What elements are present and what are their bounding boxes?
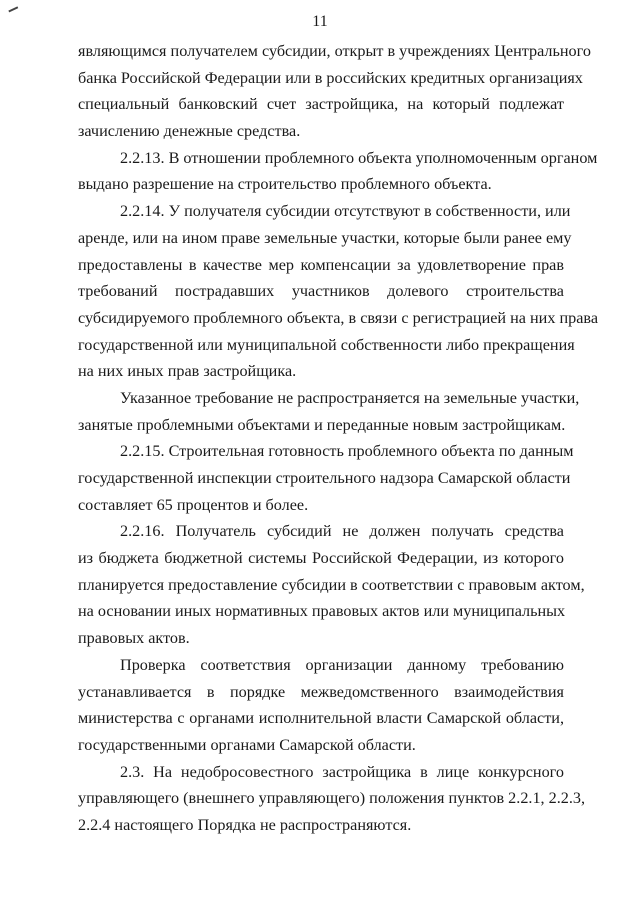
text-line: выдано разрешение на строительство проблемного объекта. bbox=[78, 175, 492, 194]
text-line: зачислению денежные средства. bbox=[78, 122, 301, 141]
text-line: занятые проблемными объектами и переданные новым застройщикам. bbox=[78, 415, 566, 434]
paragraph-continuation bbox=[78, 38, 591, 145]
text-line: 2.2.13. В отношении проблемного объекта уполномоченным органом bbox=[120, 148, 598, 167]
text-line: банка Российской Федерации или в российских кредитных организациях bbox=[78, 68, 583, 87]
text-line: 2.3. На недобросовестного застройщика в лице конкурсного bbox=[120, 762, 564, 781]
paragraph-2-2-16 bbox=[78, 518, 585, 651]
text-line: субсидируемого проблемного объекта, в связи с регистрацией на них права bbox=[78, 308, 599, 327]
text-line: планируется предоставление субсидии в соответствии с правовым актом, bbox=[78, 575, 585, 594]
paragraph-2-2-14 bbox=[78, 198, 599, 385]
text-line: Указанное требование не распространяется на земельные участки, bbox=[120, 388, 580, 407]
text-line: управляющего (внешнего управляющего) положения пунктов 2.2.1, 2.2.3, bbox=[78, 789, 586, 808]
text-line: 2.2.15. Строительная готовность проблемного объекта по данным bbox=[120, 442, 574, 461]
text-line: специальный банковский счет застройщика, на который подлежат bbox=[78, 95, 564, 114]
paragraph-verification bbox=[78, 652, 564, 759]
text-line: государственными органами Самарской области. bbox=[78, 735, 416, 754]
text-line: правовых актов. bbox=[78, 629, 190, 648]
text-line: Проверка соответствия организации данному требованию bbox=[120, 655, 564, 674]
paragraph-note bbox=[78, 385, 580, 438]
text-line: государственной или муниципальной собственности либо прекращения bbox=[78, 335, 575, 354]
text-line: министерства с органами исполнительной власти Самарской области, bbox=[78, 709, 564, 728]
text-line: предоставлены в качестве мер компенсации за удовлетворение прав bbox=[78, 255, 564, 274]
document-body bbox=[78, 38, 599, 839]
text-line: требований пострадавших участников долевого строительства bbox=[78, 282, 564, 301]
text-line: 2.2.14. У получателя субсидии отсутствуют в собственности, или bbox=[120, 202, 571, 221]
text-line: устанавливается в порядке межведомственного взаимодействия bbox=[78, 682, 564, 701]
paragraph-2-2-13 bbox=[78, 145, 598, 198]
text-line: на них иных прав застройщика. bbox=[78, 362, 297, 381]
text-line: на основании иных нормативных правовых актов или муниципальных bbox=[78, 602, 566, 621]
page-number: 11 bbox=[312, 13, 328, 30]
text-line: составляет 65 процентов и более. bbox=[78, 495, 309, 514]
text-line: 2.2.16. Получатель субсидий не должен получать средства bbox=[120, 522, 564, 541]
text-line: из бюджета бюджетной системы Российской Федерации, из которого bbox=[78, 549, 564, 568]
paragraph-2-3 bbox=[78, 759, 586, 839]
text-line: аренде, или на ином праве земельные участки, которые были ранее ему bbox=[78, 228, 572, 247]
text-line: являющимся получателем субсидии, открыт в учреждениях Центрального bbox=[78, 42, 591, 60]
text-line: государственной инспекции строительного надзора Самарской области bbox=[78, 469, 571, 487]
text-line: 2.2.4 настоящего Порядка не распространяются. bbox=[78, 815, 412, 834]
paragraph-2-2-15 bbox=[78, 438, 574, 518]
